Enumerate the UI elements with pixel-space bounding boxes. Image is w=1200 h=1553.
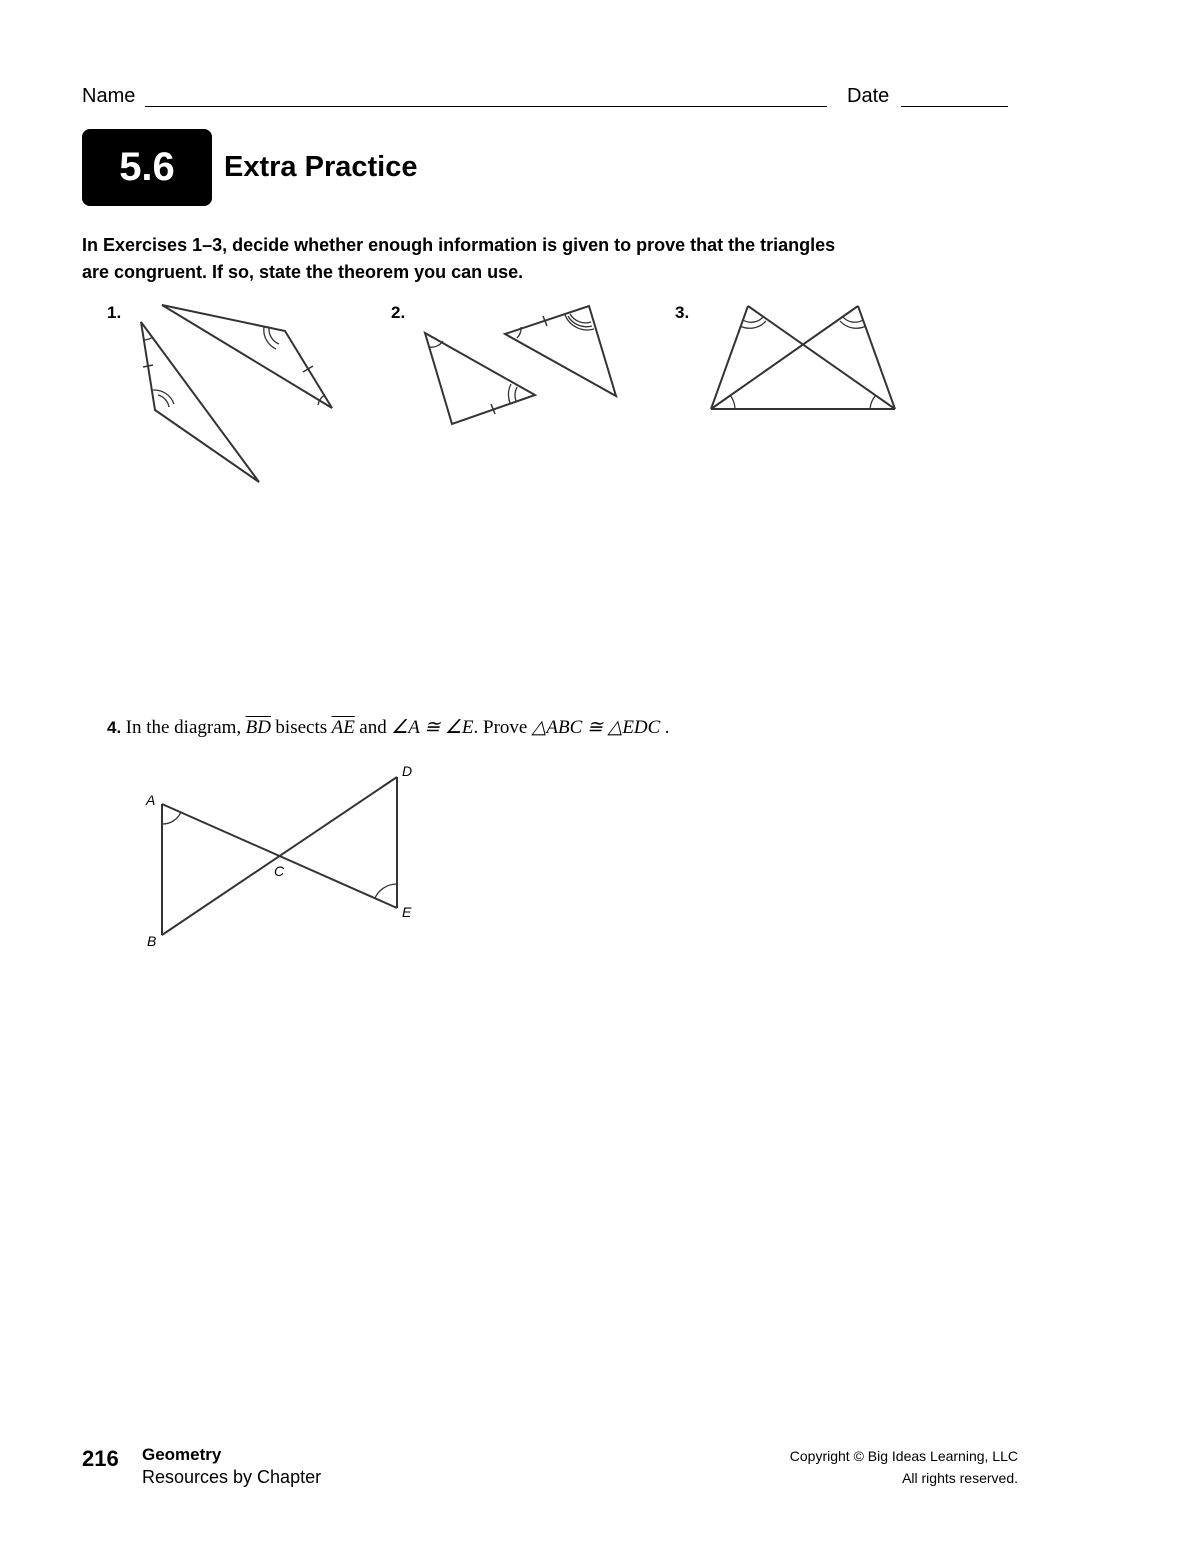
- label-e: E: [402, 904, 412, 920]
- label-a: A: [146, 792, 156, 808]
- triangle-statement: △ABC ≅ △EDC: [531, 717, 661, 738]
- copyright: Copyright © Big Ideas Learning, LLC: [789, 1448, 1018, 1464]
- instructions: In Exercises 1–3, decide whether enough information is given to prove that the triangles are congruent. If so, state the theorem you can use.: [82, 235, 836, 282]
- section-badge: 5.6: [82, 129, 212, 206]
- exercise-4-text-pre: In the diagram,: [125, 717, 242, 738]
- date-label: Date: [847, 85, 890, 107]
- exercise-1-diagram: [141, 305, 332, 482]
- exercise-2-diagram: [425, 306, 616, 424]
- label-d: D: [402, 763, 413, 779]
- name-label: Name: [82, 85, 136, 107]
- exercise-3-diagram: [711, 306, 895, 409]
- exercise-1-number: 1.: [107, 303, 122, 322]
- label-b: B: [147, 933, 157, 949]
- angle-statement: ∠A ≅ ∠E: [391, 717, 474, 738]
- exercise-3-number: 3.: [675, 303, 690, 322]
- footer-book-title: Geometry: [142, 1445, 222, 1464]
- exercise-4-text-prove: . Prove: [473, 717, 528, 738]
- ex1-triangle-right: [162, 305, 332, 408]
- ex2-triangle-left: [425, 333, 535, 424]
- page-title: Extra Practice: [224, 151, 418, 183]
- segment-bd: $\overline{BD}$: [245, 717, 271, 738]
- exercise-4-number: 4.: [107, 718, 122, 737]
- page-number: 216: [82, 1446, 119, 1471]
- exercise-2-number: 2.: [391, 303, 406, 322]
- exercise-4: [107, 716, 670, 739]
- exercise-4-text-bisects: bisects: [275, 717, 328, 738]
- rights-reserved: All rights reserved.: [902, 1470, 1018, 1486]
- ex1-triangle-left: [141, 322, 259, 482]
- segment-ae: $\overline{AE}$: [331, 717, 355, 738]
- exercise-4-text-and: and: [359, 717, 387, 738]
- exercise-4-text-end: .: [664, 717, 670, 738]
- exercise-4-diagram: [145, 763, 412, 949]
- label-c: C: [274, 863, 285, 879]
- ex2-triangle-right: [505, 306, 616, 396]
- footer-subtitle: Resources by Chapter: [142, 1467, 322, 1487]
